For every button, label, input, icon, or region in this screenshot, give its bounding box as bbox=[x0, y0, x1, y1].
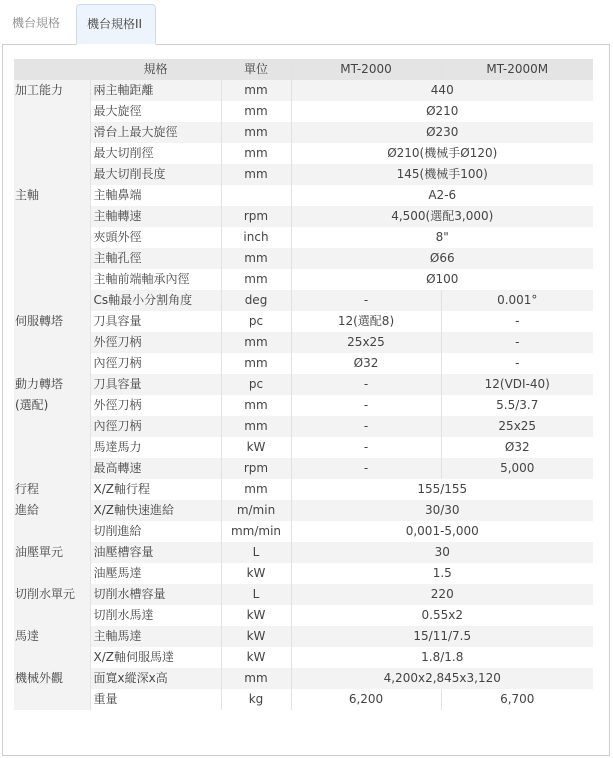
category-cell: 行程 bbox=[14, 479, 90, 500]
model-2-value-cell: 12(VDI-40) bbox=[441, 374, 593, 395]
header-unit: 單位 bbox=[221, 59, 291, 80]
shared-value-cell: 1.5 bbox=[291, 563, 593, 584]
unit-cell: rpm bbox=[221, 206, 291, 227]
spec-name-cell: 外徑刀柄 bbox=[90, 332, 221, 353]
unit-cell: pc bbox=[221, 311, 291, 332]
category-cell bbox=[14, 332, 90, 353]
shared-value-cell: 145(機械手100) bbox=[291, 164, 593, 185]
table-row bbox=[14, 605, 593, 626]
model-1-value-cell: 6,200 bbox=[291, 689, 441, 710]
table-row bbox=[14, 395, 593, 416]
table-row bbox=[14, 521, 593, 542]
unit-cell: mm bbox=[221, 164, 291, 185]
spec-name-cell: 油壓馬達 bbox=[90, 563, 221, 584]
unit-cell: mm bbox=[221, 248, 291, 269]
unit-cell: kW bbox=[221, 437, 291, 458]
model-2-value-cell: 25x25 bbox=[441, 416, 593, 437]
shared-value-cell: 0,001-5,000 bbox=[291, 521, 593, 542]
unit-cell: L bbox=[221, 584, 291, 605]
spec-name-cell: 最高轉速 bbox=[90, 458, 221, 479]
table-row bbox=[14, 122, 593, 143]
category-cell bbox=[14, 458, 90, 479]
category-cell bbox=[14, 416, 90, 437]
model-1-value-cell: Ø32 bbox=[291, 353, 441, 374]
spec-name-cell: 重量 bbox=[90, 689, 221, 710]
spec-name-cell: X/Z軸快速進給 bbox=[90, 500, 221, 521]
model-2-value-cell: 6,700 bbox=[441, 689, 593, 710]
shared-value-cell: Ø100 bbox=[291, 269, 593, 290]
category-cell bbox=[14, 248, 90, 269]
table-header-row bbox=[14, 59, 593, 80]
spec-name-cell: 主軸馬達 bbox=[90, 626, 221, 647]
table-row bbox=[14, 689, 593, 710]
shared-value-cell: 220 bbox=[291, 584, 593, 605]
shared-value-cell: 4,200x2,845x3,120 bbox=[291, 668, 593, 689]
category-cell bbox=[14, 563, 90, 584]
header-category bbox=[14, 59, 90, 80]
spec-name-cell: 切削進給 bbox=[90, 521, 221, 542]
shared-value-cell: 30/30 bbox=[291, 500, 593, 521]
shared-value-cell: Ø230 bbox=[291, 122, 593, 143]
table-row bbox=[14, 290, 593, 311]
shared-value-cell: Ø66 bbox=[291, 248, 593, 269]
category-cell bbox=[14, 122, 90, 143]
category-cell: 機械外觀 bbox=[14, 668, 90, 689]
category-cell bbox=[14, 647, 90, 668]
model-1-value-cell: - bbox=[291, 290, 441, 311]
category-cell: 加工能力 bbox=[14, 80, 90, 101]
unit-cell: mm bbox=[221, 101, 291, 122]
table-row bbox=[14, 626, 593, 647]
spec-name-cell: 滑台上最大旋徑 bbox=[90, 122, 221, 143]
table-row bbox=[14, 80, 593, 101]
spec-name-cell: 最大旋徑 bbox=[90, 101, 221, 122]
spec-name-cell: 內徑刀柄 bbox=[90, 416, 221, 437]
unit-cell bbox=[221, 185, 291, 206]
table-row bbox=[14, 185, 593, 206]
category-cell bbox=[14, 227, 90, 248]
table-row bbox=[14, 479, 593, 500]
spec-name-cell: Cs軸最小分割角度 bbox=[90, 290, 221, 311]
table-row bbox=[14, 458, 593, 479]
table-row bbox=[14, 563, 593, 584]
table-row bbox=[14, 647, 593, 668]
tab-bar bbox=[0, 0, 613, 45]
unit-cell: inch bbox=[221, 227, 291, 248]
category-cell: 伺服轉塔 bbox=[14, 311, 90, 332]
tab-panel bbox=[2, 44, 610, 756]
category-cell: 主軸 bbox=[14, 185, 90, 206]
shared-value-cell: 30 bbox=[291, 542, 593, 563]
unit-cell: kW bbox=[221, 647, 291, 668]
spec-name-cell: 內徑刀柄 bbox=[90, 353, 221, 374]
model-1-value-cell: - bbox=[291, 437, 441, 458]
category-cell bbox=[14, 143, 90, 164]
unit-cell: rpm bbox=[221, 458, 291, 479]
spec-name-cell: 兩主軸距離 bbox=[90, 80, 221, 101]
shared-value-cell: A2-6 bbox=[291, 185, 593, 206]
spec-table bbox=[14, 59, 593, 710]
spec-name-cell: 切削水馬達 bbox=[90, 605, 221, 626]
spec-name-cell: 主軸鼻端 bbox=[90, 185, 221, 206]
category-cell: 進給 bbox=[14, 500, 90, 521]
header-model-2: MT-2000M bbox=[441, 59, 593, 80]
shared-value-cell: 155/155 bbox=[291, 479, 593, 500]
unit-cell: mm bbox=[221, 122, 291, 143]
unit-cell: pc bbox=[221, 374, 291, 395]
category-cell: 動力轉塔 bbox=[14, 374, 90, 395]
spec-name-cell: 刀具容量 bbox=[90, 374, 221, 395]
shared-value-cell: 440 bbox=[291, 80, 593, 101]
table-row bbox=[14, 311, 593, 332]
unit-cell: mm bbox=[221, 668, 291, 689]
shared-value-cell: 1.8/1.8 bbox=[291, 647, 593, 668]
spec-name-cell: 馬達馬力 bbox=[90, 437, 221, 458]
model-1-value-cell: - bbox=[291, 458, 441, 479]
tab-specs-2[interactable]: 機台規格II bbox=[76, 4, 156, 45]
spec-name-cell: 最大切削長度 bbox=[90, 164, 221, 185]
unit-cell: mm bbox=[221, 416, 291, 437]
unit-cell: kW bbox=[221, 563, 291, 584]
tab-specs-1[interactable]: 機台規格 bbox=[12, 16, 61, 30]
table-row bbox=[14, 668, 593, 689]
unit-cell: mm bbox=[221, 80, 291, 101]
table-row bbox=[14, 332, 593, 353]
table-row bbox=[14, 143, 593, 164]
shared-value-cell: 15/11/7.5 bbox=[291, 626, 593, 647]
category-cell bbox=[14, 206, 90, 227]
unit-cell: mm bbox=[221, 269, 291, 290]
category-cell bbox=[14, 521, 90, 542]
category-cell bbox=[14, 353, 90, 374]
unit-cell: m/min bbox=[221, 500, 291, 521]
model-2-value-cell: 0.001° bbox=[441, 290, 593, 311]
table-row bbox=[14, 269, 593, 290]
unit-cell: kW bbox=[221, 626, 291, 647]
table-row bbox=[14, 584, 593, 605]
model-1-value-cell: - bbox=[291, 374, 441, 395]
table-row bbox=[14, 542, 593, 563]
model-2-value-cell: - bbox=[441, 353, 593, 374]
category-cell: 馬達 bbox=[14, 626, 90, 647]
model-2-value-cell: 5.5/3.7 bbox=[441, 395, 593, 416]
category-cell: 油壓單元 bbox=[14, 542, 90, 563]
shared-value-cell: Ø210 bbox=[291, 101, 593, 122]
category-cell bbox=[14, 269, 90, 290]
header-model-1: MT-2000 bbox=[291, 59, 441, 80]
table-row bbox=[14, 206, 593, 227]
spec-name-cell: X/Z軸行程 bbox=[90, 479, 221, 500]
table-row bbox=[14, 500, 593, 521]
unit-cell: mm bbox=[221, 143, 291, 164]
spec-name-cell: 主軸孔徑 bbox=[90, 248, 221, 269]
table-row bbox=[14, 101, 593, 122]
unit-cell: kW bbox=[221, 605, 291, 626]
unit-cell: L bbox=[221, 542, 291, 563]
category-cell bbox=[14, 605, 90, 626]
unit-cell: mm/min bbox=[221, 521, 291, 542]
shared-value-cell: 8" bbox=[291, 227, 593, 248]
category-cell bbox=[14, 689, 90, 710]
spec-name-cell: 最大切削徑 bbox=[90, 143, 221, 164]
model-1-value-cell: 25x25 bbox=[291, 332, 441, 353]
spec-name-cell: 切削水槽容量 bbox=[90, 584, 221, 605]
unit-cell: mm bbox=[221, 395, 291, 416]
spec-name-cell: 外徑刀柄 bbox=[90, 395, 221, 416]
category-cell bbox=[14, 290, 90, 311]
model-1-value-cell: 12(選配8) bbox=[291, 311, 441, 332]
shared-value-cell: 0.55x2 bbox=[291, 605, 593, 626]
model-2-value-cell: Ø32 bbox=[441, 437, 593, 458]
unit-cell: kg bbox=[221, 689, 291, 710]
table-row bbox=[14, 164, 593, 185]
category-cell: 切削水單元 bbox=[14, 584, 90, 605]
table-row bbox=[14, 416, 593, 437]
unit-cell: mm bbox=[221, 353, 291, 374]
table-row bbox=[14, 227, 593, 248]
spec-name-cell: 夾頭外徑 bbox=[90, 227, 221, 248]
model-2-value-cell: 5,000 bbox=[441, 458, 593, 479]
table-row bbox=[14, 353, 593, 374]
model-1-value-cell: - bbox=[291, 416, 441, 437]
category-cell bbox=[14, 437, 90, 458]
unit-cell: deg bbox=[221, 290, 291, 311]
unit-cell: mm bbox=[221, 332, 291, 353]
spec-name-cell: 主軸轉速 bbox=[90, 206, 221, 227]
category-cell bbox=[14, 101, 90, 122]
spec-name-cell: X/Z軸伺服馬達 bbox=[90, 647, 221, 668]
table-row bbox=[14, 374, 593, 395]
table-row bbox=[14, 248, 593, 269]
table-row bbox=[14, 437, 593, 458]
model-1-value-cell: - bbox=[291, 395, 441, 416]
category-cell: (選配) bbox=[14, 395, 90, 416]
spec-name-cell: 面寬x縱深x高 bbox=[90, 668, 221, 689]
shared-value-cell: 4,500(選配3,000) bbox=[291, 206, 593, 227]
model-2-value-cell: - bbox=[441, 311, 593, 332]
header-spec: 規格 bbox=[90, 59, 221, 80]
model-2-value-cell: - bbox=[441, 332, 593, 353]
shared-value-cell: Ø210(機械手Ø120) bbox=[291, 143, 593, 164]
unit-cell: mm bbox=[221, 479, 291, 500]
spec-name-cell: 油壓槽容量 bbox=[90, 542, 221, 563]
spec-name-cell: 刀具容量 bbox=[90, 311, 221, 332]
category-cell bbox=[14, 164, 90, 185]
spec-name-cell: 主軸前端軸承內徑 bbox=[90, 269, 221, 290]
